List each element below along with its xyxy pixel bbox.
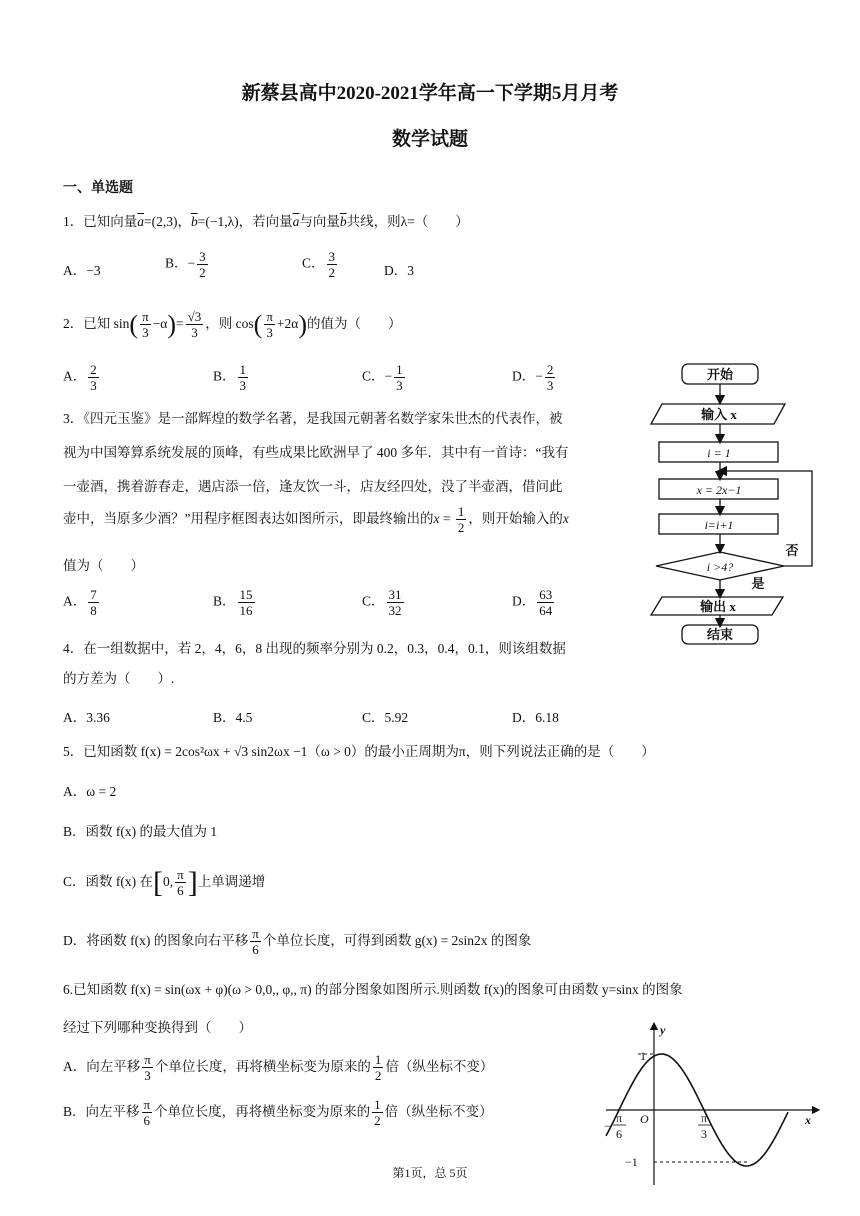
q1-b-label: B．− [165, 255, 196, 271]
q1-prefix: 1．已知向量 [63, 214, 138, 229]
q3-b-frac [238, 587, 255, 618]
q3-x2: x [562, 511, 569, 526]
q6-stem-1: 6.已知函数 f(x) = sin(ωx + φ)(ω > 0,0,, φ,, π) 的部分图象如图所示.则函数 f(x)的图象可由函数 y=sinx 的图象 [63, 982, 683, 997]
q5-option-c [63, 866, 265, 898]
q3-line4-pre: 壶中，当原多少酒？”用程序框图表达如图所示，即最终输出的 [63, 511, 434, 526]
q3-option-c [362, 587, 406, 618]
q1-c-label: C． [302, 255, 325, 271]
q2-a-frac [88, 362, 99, 393]
q1-option-d: D．3 [384, 263, 414, 278]
q2-arg2-frac [264, 309, 275, 340]
q6-b-den: 6 [143, 1113, 151, 1129]
q2-arg1-tail: −α [152, 316, 168, 331]
q5-option-d [63, 926, 531, 957]
q5-c-post: 上单调递增 [197, 874, 266, 889]
q1-a-value: =(2,3)， [144, 214, 191, 229]
paren-open-2: ( [253, 309, 263, 339]
paren-open: ( [129, 309, 139, 339]
q3-den: 2 [457, 520, 465, 536]
q3-a-num: 7 [90, 587, 97, 602]
q3-a-label: A． [63, 593, 87, 609]
q6-b-frac2 [372, 1097, 383, 1128]
q4-option-a: A．3.36 [63, 710, 110, 725]
q1-option-a: A．−3 [63, 263, 101, 278]
q5-c-frac [175, 867, 186, 898]
q5-d-post: 个单位长度，可得到函数 g(x) = 2sin2x 的图象 [262, 933, 532, 948]
page-subtitle: 数学试题 [391, 129, 468, 150]
q6-a-post: 倍（纵坐标不变） [385, 1059, 494, 1074]
q6-b-den2: 2 [374, 1113, 381, 1129]
q2-arg1-num: π [142, 309, 149, 325]
q2-b-den: 3 [239, 378, 247, 393]
q2-b-num: 1 [239, 362, 247, 377]
q2-c-num: 1 [396, 362, 403, 377]
q6-option-b [63, 1097, 493, 1128]
q3-d-den: 64 [539, 603, 553, 618]
pi3-den: 3 [701, 1127, 707, 1141]
flow-end: 结束 [706, 627, 734, 642]
q3-c-label: C． [362, 593, 385, 609]
flowchart [640, 358, 830, 648]
q6-a-den2: 2 [374, 1068, 382, 1084]
q5-d-den: 6 [252, 942, 259, 958]
q2-eq: = [176, 316, 184, 331]
q4-option-b: B．4.5 [213, 710, 253, 725]
q3-line-1: 3．《四元玉鉴》是一部辉煌的数学名著，是我国元朝著名数学家朱世杰的代表作，被 [63, 411, 563, 426]
y-neg-one-label: −1 [625, 1155, 638, 1169]
neg-pi-den: 6 [616, 1127, 622, 1141]
q6-stem-2: 经过下列哪种变换得到（ ） [63, 1020, 252, 1035]
q2-c-den: 3 [396, 378, 403, 393]
q3-x: x [433, 511, 440, 526]
flow-start: 开始 [706, 367, 734, 382]
neg-pi-label: π [615, 1111, 623, 1125]
q5-d-num: π [252, 926, 259, 942]
q2-mid: ，则 cos [205, 316, 254, 331]
q6-b-pre: B．向左平移 [63, 1104, 140, 1119]
q2-a-label: A． [63, 368, 87, 384]
q1-c-den: 2 [328, 265, 336, 280]
q5-c-den: 6 [177, 883, 184, 899]
q2-tail: 的值为（ ） [307, 316, 402, 331]
q2-option-c [362, 362, 407, 393]
q1-b-num: 3 [199, 249, 206, 264]
question-2 [63, 309, 402, 340]
paren-close: ) [167, 309, 176, 339]
q6-a-mid: 个单位长度，再将横坐标变为原来的 [154, 1059, 371, 1074]
origin-label: O [640, 1112, 649, 1126]
q6-a-pre: A．向左平移 [63, 1059, 141, 1074]
q2-c-frac [394, 362, 405, 393]
q3-c-den: 32 [388, 603, 402, 618]
q2-a-num: 2 [90, 362, 97, 377]
q6-b-mid: 个单位长度，再将横坐标变为原来的 [154, 1104, 371, 1119]
vector-b: $\overline{b}$ [190, 214, 198, 229]
q1-b-fraction [197, 249, 208, 280]
q2-prefix: 2．已知 sin [63, 316, 130, 331]
q1-b-den: 2 [199, 265, 206, 280]
neg-sign: − [604, 1119, 611, 1133]
q4-option-d: D．6.18 [512, 710, 559, 725]
q3-num: 1 [457, 504, 465, 520]
q2-d-den: 3 [546, 378, 554, 393]
q1-mid: 与向量 [299, 214, 340, 229]
q6-b-num: π [143, 1097, 151, 1113]
q5-c-lo: 0, [163, 874, 174, 889]
q3-b-den: 16 [239, 603, 253, 618]
q2-a-den: 3 [90, 378, 97, 393]
q4-line-2: 的方差为（ ）. [63, 671, 175, 686]
q3-frac [456, 504, 467, 535]
y-label: y [660, 1023, 666, 1037]
q2-arg2-den: 3 [266, 325, 273, 341]
q3-line-2: 视为中国筹算系统发展的顶峰，有些成果比欧洲早了 400 多年．其中有一首诗：“我有 [63, 445, 569, 460]
vector-b-ref: $\overline{b}$ [339, 214, 347, 229]
q3-option-a [63, 587, 101, 618]
q2-arg2-tail: +2α [276, 316, 299, 331]
q3-eq: = [439, 511, 454, 526]
q6-option-a [63, 1052, 493, 1083]
q4-line-1: 4．在一组数据中，若 2，4，6，8 出现的频率分别为 0.2，0.3，0.4，0.1，则该组数据 [63, 641, 566, 656]
q5-c-pre: C．函数 f(x) 在 [63, 874, 153, 889]
q5-d-frac [250, 926, 261, 957]
q2-b-frac [238, 362, 249, 393]
q1-c-num: 3 [328, 249, 336, 264]
q2-arg1-den: 3 [142, 325, 149, 341]
q2-d-label: D．− [512, 368, 543, 384]
q6-b-post: 倍（纵坐标不变） [384, 1104, 493, 1119]
q3-a-frac [88, 587, 99, 618]
paren-close-2: ) [298, 309, 307, 339]
page-title: 新蔡县高中2020-2021学年高一下学期5月月考 [241, 83, 619, 104]
question-1 [63, 213, 469, 231]
q6-b-frac [142, 1097, 153, 1128]
q3-d-label: D． [512, 593, 536, 609]
q2-option-b [213, 362, 250, 393]
q3-line-5: 值为（ ） [63, 558, 144, 573]
vector-a: $\overline{a}$ [137, 214, 144, 229]
q5-stem: 5．已知函数 f(x) = 2cos²ωx + √3 sin2ωx −1（ω > 0）的最小正周期为π，则下列说法正确的是（ ） [63, 744, 655, 759]
q3-c-frac [387, 587, 404, 618]
q2-rhs-den: 3 [191, 325, 198, 341]
q1-tail: 共线，则λ=（ ） [346, 214, 469, 229]
q2-rhs-frac [186, 309, 204, 340]
q3-b-num: 15 [239, 587, 253, 602]
q1-c-fraction [327, 249, 338, 280]
vector-a-ref: $\overline{a}$ [292, 214, 300, 229]
flow-output: 输出 x [700, 599, 736, 614]
q2-option-d [512, 362, 557, 393]
q6-a-den: 3 [144, 1068, 151, 1084]
q3-option-d [512, 587, 556, 618]
q1-option-c [302, 249, 339, 280]
flow-no: 否 [785, 543, 799, 558]
q6-a-frac2 [373, 1052, 384, 1083]
q3-line-3: 一壶酒，携着游春走，遇店添一倍，逢友饮一斗，店友经四处，没了半壶酒，借问此 [63, 479, 563, 494]
q5-option-a: A．ω = 2 [63, 784, 117, 799]
q5-c-num: π [177, 867, 184, 883]
q3-line4-post: ，则开始输入的 [468, 511, 563, 526]
q3-c-num: 31 [388, 587, 402, 602]
q5-option-b: B．函数 f(x) 的最大值为 1 [63, 824, 218, 839]
flow-incr: i=i+1 [704, 518, 734, 532]
q2-d-num: 2 [546, 362, 554, 377]
q2-d-frac [545, 362, 556, 393]
q3-d-frac [537, 587, 554, 618]
y-one-label: 1 [640, 1049, 646, 1063]
bracket-close: ] [187, 865, 198, 899]
flow-assign: x = 2x−1 [696, 483, 742, 497]
q1-option-b [165, 249, 210, 280]
flow-yes: 是 [751, 576, 765, 591]
bracket-open: [ [153, 865, 163, 899]
q3-d-num: 63 [539, 587, 553, 602]
flow-init: i = 1 [707, 446, 731, 460]
q2-arg2-num: π [266, 309, 273, 325]
q4-option-c: C．5.92 [362, 710, 409, 725]
q6-a-frac [142, 1052, 153, 1083]
q2-c-label: C．− [362, 368, 393, 384]
q2-arg1-frac [140, 309, 151, 340]
q3-b-label: B． [213, 593, 236, 609]
x-label: x [805, 1113, 811, 1127]
q6-a-num: π [144, 1052, 151, 1068]
flow-input: 输入 x [701, 407, 737, 422]
q5-d-pre: D．将函数 f(x) 的图象向右平移 [63, 933, 249, 948]
section-heading: 一、单选题 [63, 181, 133, 196]
q3-option-b [213, 587, 257, 618]
q2-rhs-num: √3 [187, 309, 202, 325]
q6-a-num2: 1 [374, 1052, 382, 1068]
q2-b-label: B． [213, 368, 236, 384]
flow-cond: i >4? [706, 560, 734, 574]
page-footer: 第1页，总 5页 [392, 1166, 468, 1180]
q6-b-num2: 1 [374, 1097, 381, 1113]
q2-option-a [63, 362, 101, 393]
q3-a-den: 8 [90, 603, 97, 618]
q1-b-value: =(−1,λ)，若向量 [197, 214, 293, 229]
q3-line-4 [63, 504, 569, 535]
pi3-label: π [700, 1111, 708, 1125]
